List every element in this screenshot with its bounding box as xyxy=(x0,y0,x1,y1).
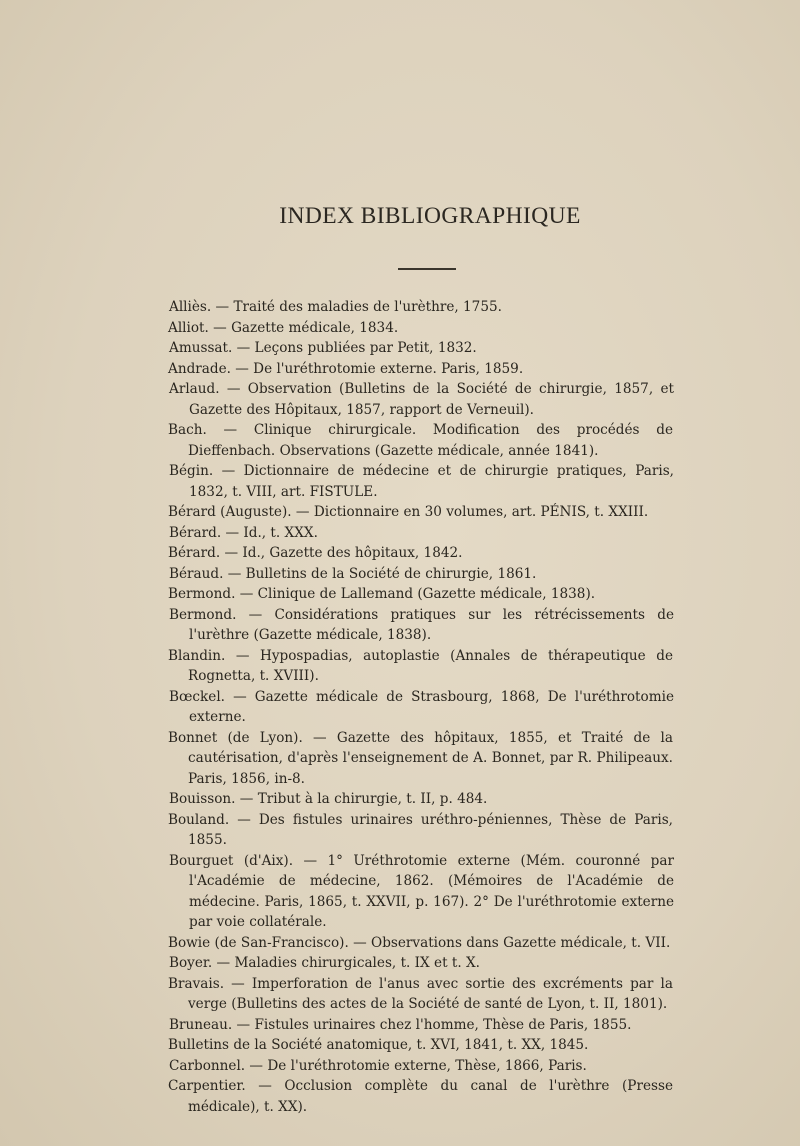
bibliography-entry: Carpentier. — Occlusion complète du canal de l'urèthre (Presse médicale), t. XX). xyxy=(168,1078,673,1115)
bibliography-entry: Boyer. — Maladies chirurgicales, t. IX et t. X. xyxy=(169,955,480,971)
bibliography-entry: Amussat. — Leçons publiées par Petit, 1832. xyxy=(169,340,477,356)
bibliography-entry: Bowie (de San-Francisco). — Observations dans Gazette médicale, t. VII. xyxy=(168,934,671,951)
page-title: INDEX BIBLIOGRAPHIQUE xyxy=(279,203,581,229)
bibliography-entry: Arlaud. — Observation (Bulletins de la Société de chirurgie, 1857, et Gazette des Hôpitaux, 1857, rapport de Verneuil). xyxy=(169,381,674,418)
title-rule xyxy=(398,268,456,270)
bibliography-entry: Blandin. — Hypospadias, autoplastie (Annales de thérapeutique de Rognetta, t. XVIII). xyxy=(168,647,673,684)
bibliography-entry: Alliot. — Gazette médicale, 1834. xyxy=(168,319,399,336)
bibliography-entry: Bérard. — Id., Gazette des hôpitaux, 1842. xyxy=(168,545,463,561)
bibliography-entry: Carbonnel. — De l'uréthrotomie externe, Thèse, 1866, Paris. xyxy=(169,1057,587,1074)
bibliography-entry: Bravais. — Imperforation de l'anus avec sortie des excréments par la verge (Bulletins des actes de la Société de santé de Lyon, t. II, 1801). xyxy=(168,975,673,1012)
bibliography-entry: Bach. — Clinique chirurgicale. Modification des procédés de Dieffenbach. Observations (Gazette médicale, année 1841). xyxy=(168,422,673,459)
bibliography-list xyxy=(168,297,673,1117)
bibliography-entry: Bérard (Auguste). — Dictionnaire en 30 volumes, art. PÉNIS, t. XXIII. xyxy=(168,504,649,520)
bibliography-entry: Bégin. — Dictionnaire de médecine et de chirurgie pratiques, Paris, 1832, t. VIII, art. FISTULE. xyxy=(169,463,674,500)
bibliography-entry: Bœckel. — Gazette médicale de Strasbourg, 1868, De l'uréthrotomie externe. xyxy=(169,688,674,725)
bibliography-entry: Bérard. — Id., t. XXX. xyxy=(169,524,318,541)
bibliography-entry: Bermond. — Considérations pratiques sur les rétrécissements de l'urèthre (Gazette médicale, 1838). xyxy=(169,606,674,643)
bibliography-entry: Alliès. — Traité des maladies de l'urèthre, 1755. xyxy=(169,299,502,315)
bibliography-entry: Bruneau. — Fistules urinaires chez l'homme, Thèse de Paris, 1855. xyxy=(169,1016,632,1033)
bibliography-entry: Bulletins de la Société anatomique, t. XVI, 1841, t. XX, 1845. xyxy=(168,1037,589,1053)
bibliography-entry: Bourguet (d'Aix). — 1° Uréthrotomie externe (Mém. couronné par l'Académie de médecine, 1862. (Mémoires de l'Académie de médecine. Paris, 1865, t. XXVII, p. 167). 2° De l'uréthrotomie externe par voie collatérale. xyxy=(169,852,674,930)
bibliography-entry: Bouisson. — Tribut à la chirurgie, t. II, p. 484. xyxy=(169,791,488,807)
bibliography-entry: Bonnet (de Lyon). — Gazette des hôpitaux, 1855, et Traité de la cautérisation, d'après l'enseignement de A. Bonnet, par R. Philipeaux. Paris, 1856, in-8. xyxy=(168,729,673,787)
bibliography-entry: Bermond. — Clinique de Lallemand (Gazette médicale, 1838). xyxy=(168,586,596,602)
bibliography-entry: Béraud. — Bulletins de la Société de chirurgie, 1861. xyxy=(169,565,537,582)
bibliography-entry: Bouland. — Des fistules urinaires uréthro-péniennes, Thèse de Paris, 1855. xyxy=(168,811,673,848)
bibliography-entry: Andrade. — De l'uréthrotomie externe. Paris, 1859. xyxy=(168,360,524,377)
